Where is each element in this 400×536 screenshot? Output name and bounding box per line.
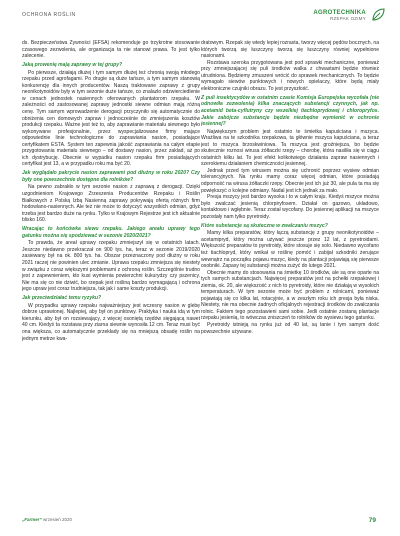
- paragraph: Rozstawa szeroka przygotowana jest pod sprawki mechaniczne, ponieważ przy zmniejszającej się puli środków walka z chwastami będzie również utrudniona. Będziemy zmuszeni wrócić do sprawek mechanicznych. To będzie wymagało siewów punktowych i nowych opielaczy, które będą miały elektroniczne czujniki obrazu. To jest przyszłość.: [201, 59, 379, 92]
- paragraph: Na pewno zabrakło w tym sezonie nasion z zaprawą z derogacji. Dzięki uzgodnieniom Krajowego Zrzeszenia Producentów Rzepaku i Roślin Białkowych z Polską Izbą Nasienną zaprawy pokrywają ofertą różnych firm hodowlano-nasiennych. Ale też nie może to dotyczyć wszystkich odmian, gdyż trzeba jest bardzo duże na rynku. Tylko w Krajowym Rejestrze jest ich aktualnie blisko 160.: [22, 184, 200, 224]
- interview-question: Z puli insektycydów w ostatnim czasie Komisja Europejska wycofała (nie odnowiła zezwolenia) kilka znaczących substancji czynnych, jak np. acetamid beta-cyflutryny czy wszelkiej tiachloprydowej i chloropryfos. Jakie zabójcze substancje będzie niezbędne wymienić w ochronie jesiennej?: [201, 94, 379, 128]
- section-label-left: OCHRONA ROŚLIN: [22, 12, 76, 18]
- leaf-icon: [370, 7, 386, 23]
- section-label-right: [313, 10, 366, 21]
- page-number: 79: [368, 517, 376, 524]
- interview-question: Wracając to końcówka siewu rzepaku. Jakiego areału uprawy tego gatunku można się spodziewać w sezonie 2020/2021?: [22, 226, 200, 239]
- issue-date: wrzesień 2020: [43, 517, 73, 522]
- paragraph: Mamy kilka preparatów, który łączą substancję z grupy neonikotynoidów – acetamipryd, który można używać jeszcze przez 12 lat, z pyretroidami. Większość preparatów to pyretroidy, które stosuje się solo. Niedawno wycofano też tiachlopryd, który wnikał w roślinę pomóć i zabijał szkodniki żerujące wewnątrz na początku pojawu mszyc, kiedy na plantacji pojawiają się pierwsze osobniki. Zapasy tej substancji można zużyć do lutego 2021.: [201, 230, 379, 270]
- article-column-left: [22, 40, 200, 510]
- paragraph: Jednak przed tym wirusem można się uchronić poprzez wysiew odmian tolerancyjnych. Na rynku mamy coraz więcej odmian, które posiadają odporność na wirusa żółtaczki rzepy. Obecnie jest ich już 30, ale pula ta ma się powiększyć o kolejne odmiany. Nadal jest ich jednak za mało.: [201, 167, 379, 194]
- interview-question: Jak wyglądało pakrycie nasion zaprawami pod dłużny w roku 2020? Czy były one powszechnie dostępne dla rolników?: [22, 170, 200, 183]
- interview-question: Które substancje są skuteczne w zwalczaniu mszyc?: [201, 222, 328, 229]
- paragraph: dratowym. Rzepak się wtedy lepiej rozrasta, tworzy więcej pędów bocznych, na których tworzą się łuszczyny tworzą się łuszczyny równiej wypełnione nasionami.: [201, 40, 379, 60]
- footer-issue: [22, 517, 72, 522]
- paragraph: Obecnie mamy do stosowania na śmietkę 10 środków, ale są one oparte na tych samych substancjach. Najwięcej preparatów jest na pchełki rzepakowej i ziemia, ok. 20, ale większość z nich to pyretroidy, które nie działają w wysokich temperaturach. W tym sezonie może być problem z rolnicami, ponieważ pojawiają się co kilka lat, rotacyjnie, a w zeszłym roku ich presja była niska. Niestety, nie ma obecnie żadnych oficjalnych rejestracji środków do zwalczania rolnic. Faktem tego pozostawieni sami sobie. Jedli ostatnie zostaną plantacje rzepaku jesienią, to wówczas zniszczeń to rolników do wysiewu tego gatunku.: [201, 269, 379, 322]
- paragraph: Presja mszycy jest bardzo wysoka i to w całym kraju. Kiedyś mszyce można było zwalczać jesienią chlorpiryfosem. Działał on gazowo, układowo, kontaktowo i wgłębnie. Teraz został wycofany. Do jesiennej aplikacji na mszyce pozostały nam tylko pyretroidy.: [201, 194, 379, 220]
- paragraph: ds. Bezpieczeństwa Żywności (EFSA) rekomenduje go trzykrotne stosowanie czasowego zezwolenia, ale organizacja ta nie stanowi prawa. To jest tylko zalecenie.: [22, 40, 200, 60]
- interview-question: Jaką prowenię mają zaprawy w tej grupy?: [22, 62, 123, 69]
- section-subtitle: RZEPAK OZIMY: [330, 15, 366, 21]
- article-column-right: [201, 40, 379, 510]
- interview-question: Jak przeciwdziałać temu ryzyku?: [22, 295, 102, 302]
- section-title: AGROTECHNIKA: [313, 10, 366, 16]
- paragraph: Po pierwsze, działają dłużej i tym samym dłużej też chronią swoją młodego rzepaku przed agrofagami. Po drugie są duże tańsze, a tym samym stanowią konkurencję dla innych producentów. Naszą traktowane zaprawy z grupy neonikotynoidów były w tym sezonie duże tańsze, co znalazło odzwierciedlenie w cenach jednostek nasiennych oferowanych plantatorom rzepaku. W zależności od zastosowanej zaprawy jednostki siewne odmian mają różną cenę. Tym samym wprowadzenie derogacji przyczyniło się automatycznie do obniżenia cen domowych zapraw i jednocześnie do zmniejszenia kosztów produkcji rzepaku. Ważne jest też to, aby zaprawianie materiału siewnego było wykonywane profesjonalnie, przez wyspecjalizowane firmy mające odpowiednie linie technologiczne do zaprawiania nasion, posiadające certyfikatem ESTA. System ten zapewnia jakość zaprawiania na całym etapie przygotowania materiału siewnego – od dostawy nasion, przez zaklad, aż po ich dystrybucję. Obecnie w wypadku nasion rzepaku firm posiadających certyfikat jest 13, a w przypadku roku ma być 20.: [22, 69, 200, 168]
- magazine-name: „Farmer”: [22, 517, 42, 522]
- paragraph: To prawda, że areał uprawy rzepaku zmniejszył się w ostatnich latach. Jeszcze niedawno przekraczał on 900 tys. ha, teraz w sezonie 2019/2020 zasiewany był na ok. 800 tys. ha. Obszar przeznaczony pod dłużny w roku 2021 raczej nie powinien ulec zmianie. Uprawa rzepaku zmniejsza się niestety w związku z coraz większymi problemami z ochroną roślin. Szczególnie trudno jest z zapewnieniem, kto kusi wymienia powierzchni kukurydzy czy pszenicy. Nie ma się co nie dziwić, bo rzepak jest rośliną bardzo wymagającą i ochrona jego upraw jest coraz trudniejsza, tak jak i same koszty produkcji.: [22, 240, 200, 293]
- paragraph: Pyretroidy istnieją na rynku już od 40 lat, są tanie i tym samym dość powszechnie używane.: [201, 321, 379, 335]
- paragraph: W przypadku uprawy rzepaku najważniejszy jest wczesny nasion w glebę dobrze uprawionej. Najlepiej, aby był on punktowy. Praktyka i nauka idą w tym kierunku, aby był on rozsiewający, z więcej osoniętą rzędów sięgającą nawet 40 cm. Kiedyś ta rozstawa przy ziarna siewnie wynosiła 12 cm. Teraz musi być ona większa, co automatycznie przekłady się na mniejszą obsadę roślin na jednym metrze kwa-: [22, 302, 200, 342]
- paragraph: Największym problem jest ostatnio te śmietka kapuściana i mszyca. Wrażliwa na te szkodnika rzepakowa, ta głównie mszyca kapuściana, a teraz jest to mszyca brzoskwiniowa. Ta mszyca jest groźniejsza, bo będzie skutecznie roznosi wirusa żółtaczki rzepy – chorobę, która nasiliła się w ciągu ostatnich kilku lat. To jest efekt kolikotwiego działania zapraw nasiennych i szerokiemu działaniem chemiczności jesiennej.: [201, 128, 379, 168]
